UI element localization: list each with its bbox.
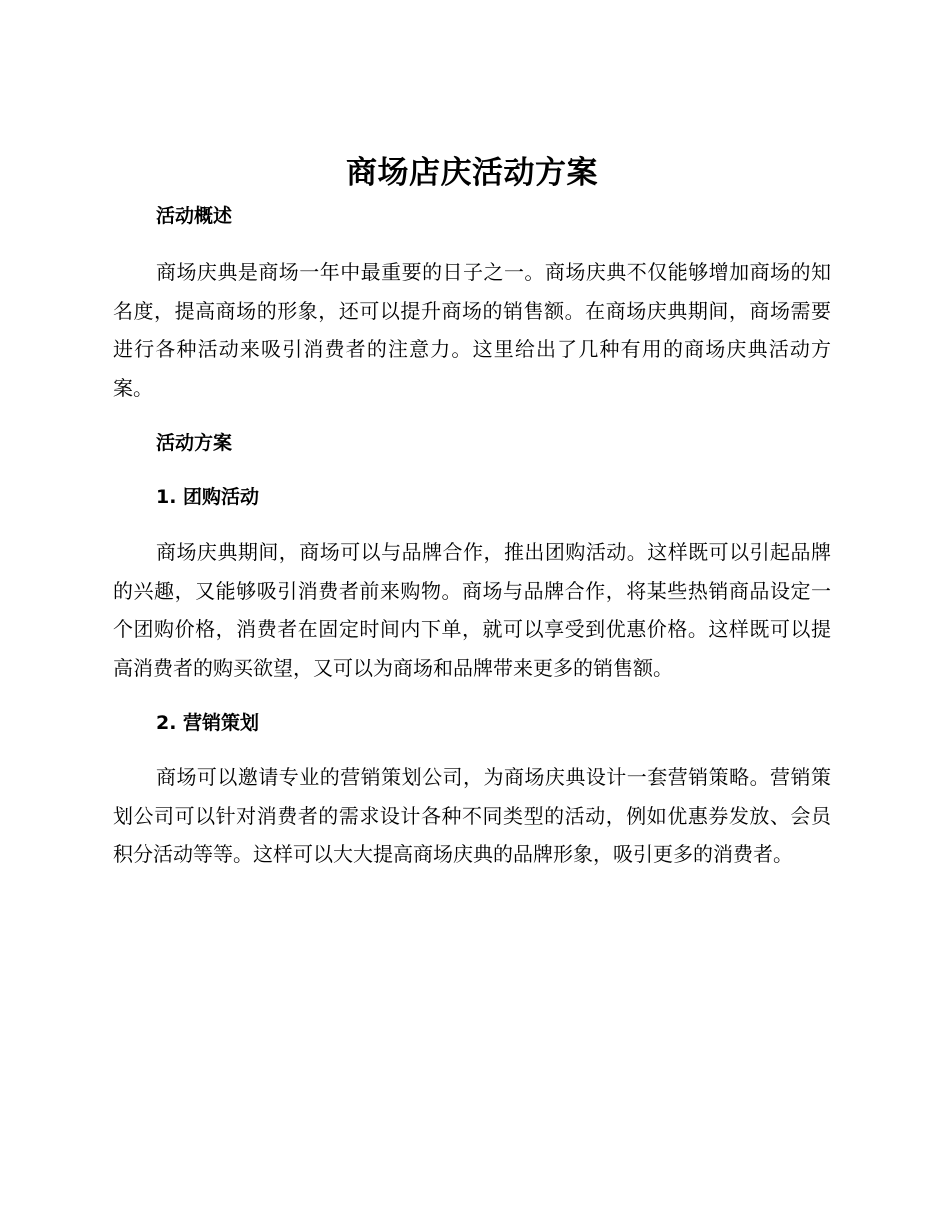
document-title: 商场店庆活动方案: [346, 155, 598, 191]
subsection-heading-marketing: 2. 营销策划: [156, 712, 260, 734]
document-body: [113, 150, 831, 874]
section-heading-plan: 活动方案: [156, 432, 233, 454]
section-heading-overview: 活动概述: [156, 205, 233, 227]
paragraph-overview: 商场庆典是商场一年中最重要的日子之一。商场庆典不仅能够增加商场的知名度，提高商场的形象，还可以提升商场的销售额。在商场庆典期间，商场需要进行各种活动来吸引消费者的注意力。这里给出了几种有用的商场庆典活动方案。: [113, 260, 831, 400]
subsection-heading-group-buy: 1. 团购活动: [156, 486, 260, 508]
paragraph-marketing: 商场可以邀请专业的营销策划公司，为商场庆典设计一套营销策略。营销策划公司可以针对消费者的需求设计各种不同类型的活动，例如优惠券发放、会员积分活动等等。这样可以大大提高商场庆典的品牌形象，吸引更多的消费者。: [113, 765, 831, 866]
paragraph-group-buy: 商场庆典期间，商场可以与品牌合作，推出团购活动。这样既可以引起品牌的兴趣，又能够吸引消费者前来购物。商场与品牌合作，将某些热销商品设定一个团购价格，消费者在固定时间内下单，就可以享受到优惠价格。这样既可以提高消费者的购买欲望，又可以为商场和品牌带来更多的销售额。: [113, 540, 831, 680]
